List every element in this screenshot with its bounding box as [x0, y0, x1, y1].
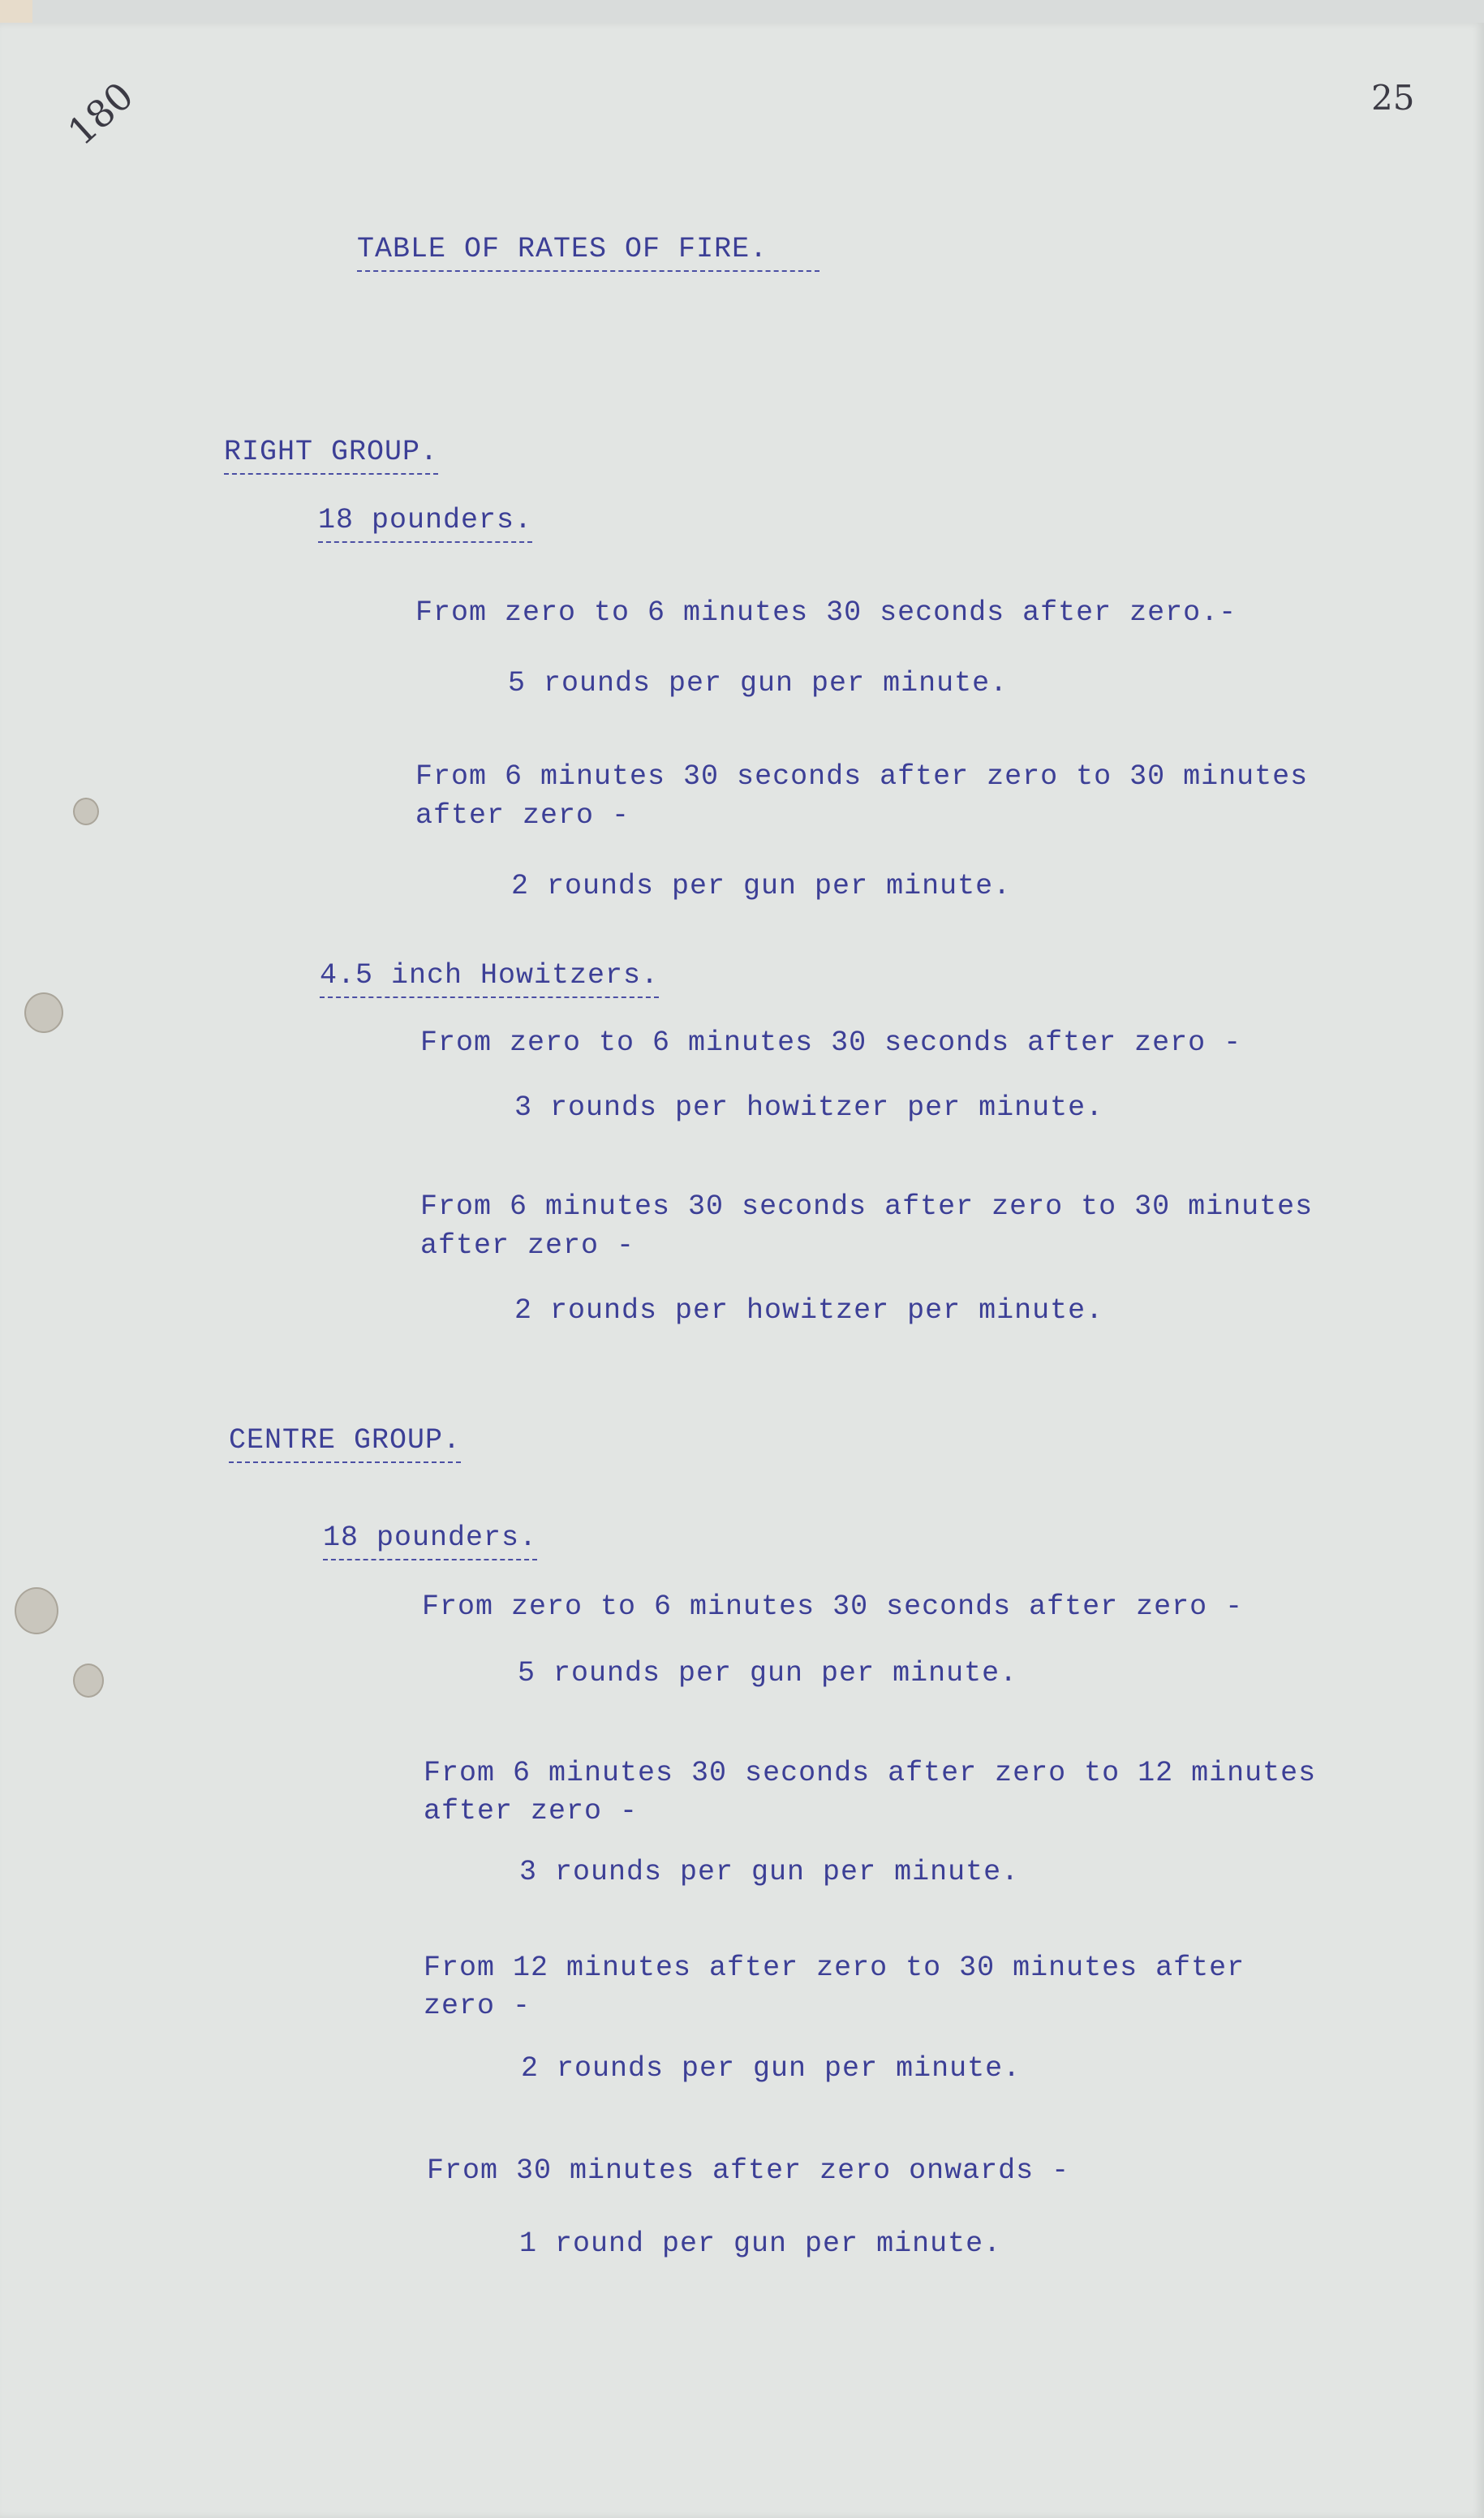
punch-hole [73, 798, 99, 825]
centre-pounders-period-2-line1: From 6 minutes 30 seconds after zero to 12 minutes [424, 1757, 1317, 1789]
centre-pounders-period-3-line1: From 12 minutes after zero to 30 minutes after [424, 1952, 1245, 1984]
centre-pounders-period-1: From zero to 6 minutes 30 seconds after zero - [422, 1590, 1244, 1623]
folio-number: 180 [59, 73, 142, 154]
typescript-page [0, 23, 1484, 2518]
punch-hole [15, 1587, 58, 1634]
right-howitzers-period-2-line2: after zero - [420, 1229, 635, 1262]
right-howitzers-period-1: From zero to 6 minutes 30 seconds after zero - [420, 1027, 1242, 1059]
right-group-pounders-heading: 18 pounders. [318, 506, 532, 543]
centre-group-pounders-heading: 18 pounders. [323, 1524, 537, 1560]
right-pounders-rate-2: 2 rounds per gun per minute. [511, 870, 1012, 902]
centre-pounders-rate-3: 2 rounds per gun per minute. [521, 2052, 1022, 2085]
right-pounders-period-1: From zero to 6 minutes 30 seconds after zero.- [415, 596, 1237, 629]
punch-hole [73, 1664, 104, 1698]
centre-pounders-rate-4: 1 round per gun per minute. [519, 2227, 1002, 2260]
right-pounders-period-2-line1: From 6 minutes 30 seconds after zero to 30 minutes [415, 760, 1309, 793]
page-number: 25 [1371, 78, 1415, 118]
document-title: TABLE OF RATES OF FIRE. [357, 235, 819, 272]
centre-pounders-period-2-line2: after zero - [424, 1795, 639, 1827]
right-group-howitzers-heading: 4.5 inch Howitzers. [320, 962, 659, 998]
centre-group-heading: CENTRE GROUP. [229, 1427, 461, 1463]
right-howitzers-rate-1: 3 rounds per howitzer per minute. [514, 1091, 1104, 1124]
right-group-heading: RIGHT GROUP. [224, 438, 438, 475]
right-howitzers-period-2-line1: From 6 minutes 30 seconds after zero to 30 minutes [420, 1190, 1314, 1223]
right-howitzers-rate-2: 2 rounds per howitzer per minute. [514, 1294, 1104, 1327]
punch-hole [24, 992, 63, 1033]
right-pounders-rate-1: 5 rounds per gun per minute. [508, 667, 1009, 699]
right-pounders-period-2-line2: after zero - [415, 799, 630, 832]
centre-pounders-period-4: From 30 minutes after zero onwards - [427, 2154, 1070, 2187]
centre-pounders-rate-2: 3 rounds per gun per minute. [519, 1856, 1020, 1888]
centre-pounders-rate-1: 5 rounds per gun per minute. [518, 1657, 1018, 1689]
centre-pounders-period-3-line2: zero - [424, 1990, 531, 2022]
